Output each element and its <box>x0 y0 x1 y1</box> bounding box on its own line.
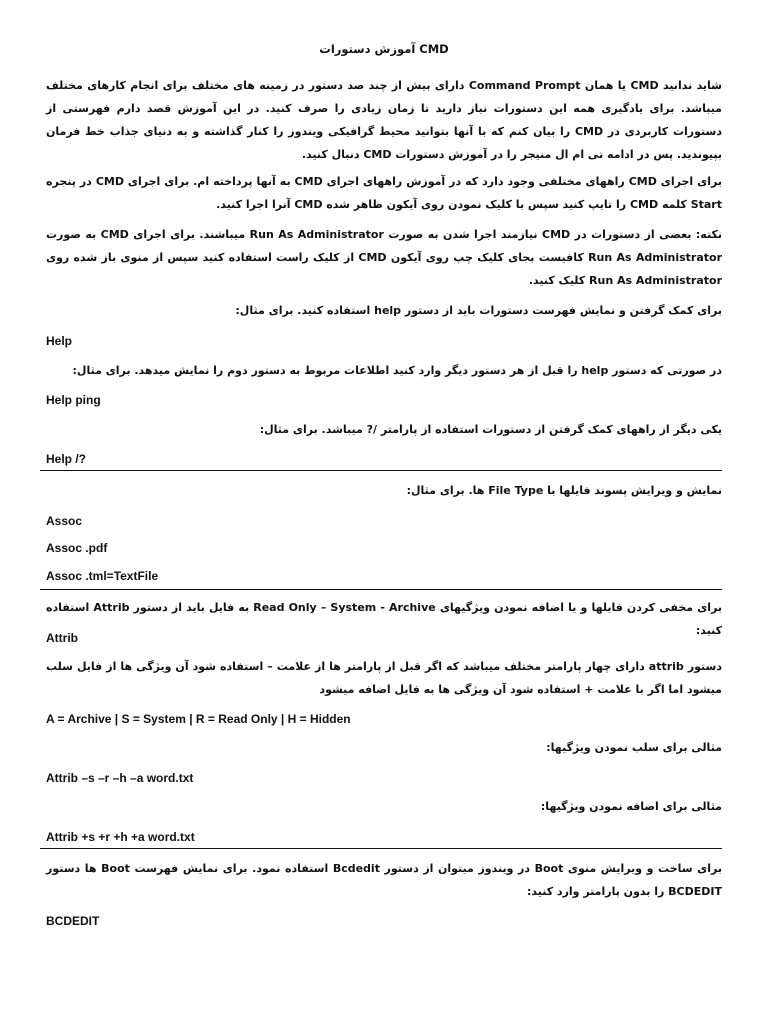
bcdedit-intro-paragraph: برای ساخت و ویرایش منوی Boot در ویندوز میتوان از دستور Bcdedit استفاده نمود. برای نمایش فهرست Boot ها دستور BCDEDIT را بدون پارامتر وارد کنید: <box>46 862 722 898</box>
attrib-add-command: Attrib +s +r +h +a word.txt <box>46 830 195 844</box>
attrib-remove-command: Attrib –s –r –h –a word.txt <box>46 771 194 785</box>
help-param-command: Help /? <box>46 452 87 466</box>
section-divider <box>40 470 722 471</box>
intro-paragraph: شاید ندانید CMD یا همان Command Prompt دارای بیش از چند صد دستور در زمینه های مختلف برای انجام کارهای مختلف میباشد. برای یادگیری همه این دستورات نیاز دارید تا زمان زیادی را صرف کنید. در این آموزش قصد دارم فهرستی از دستورات کاربردی در CMD را بیان کنم که با آنها بتوانید محیط گرافیکی ویندوز را کنار گذاشته و به دنیای جذاب خط فرمان بپیوندید. پس در ادامه تی ام ال منیجر را در آموزش دستورات CMD دنبال کنید. <box>46 79 723 161</box>
assoc-textfile-command: Assoc .tml=TextFile <box>46 569 159 583</box>
help-intro-paragraph: برای کمک گرفتن و نمایش فهرست دستورات باید از دستور help استفاده کنید. برای مثال: <box>235 304 722 317</box>
help-command: Help <box>46 334 73 348</box>
section-divider <box>40 848 722 849</box>
attrib-description-paragraph: دستور attrib دارای چهار پارامتر مختلف میباشد که اگر قبل از پارامتر ها از علامت – استفاده شود آن ویژگی ها از فایل سلب میشود اما اگر با علامت + استفاده شود آن ویژگی ها به فایل اضافه میشود <box>46 660 722 696</box>
section-divider <box>40 589 722 590</box>
attrib-intro-paragraph: برای مخفی کردن فایلها و یا اضافه نمودن ویژگیهای Read Only – System - Archive به فایل باید از دستور Attrib استفاده کنید: <box>46 601 723 637</box>
attrib-command: Attrib <box>46 631 78 645</box>
help-ping-command: Help ping <box>46 393 101 407</box>
assoc-command: Assoc <box>46 514 83 528</box>
attrib-add-intro-paragraph: مثالی برای اضافه نمودن ویژگیها: <box>540 800 722 813</box>
help-ping-intro-paragraph: در صورتی که دستور help را قبل از هر دستور دیگر وارد کنید اطلاعات مربوط به دستور دوم را نمایش میدهد. برای مثال: <box>72 364 722 377</box>
document-page <box>46 0 722 1024</box>
attrib-remove-intro-paragraph: مثالی برای سلب نمودن ویژگیها: <box>546 741 722 754</box>
bcdedit-command: BCDEDIT <box>46 914 100 928</box>
run-methods-paragraph: برای اجرای CMD راههای مختلفی وجود دارد که در آموزش راههای اجرای CMD به آنها پرداخته ام. برای اجرای CMD در پنجره Start کلمه CMD را تایپ کنید سپس با کلیک نمودن روی آیکون ظاهر شده CMD آنرا اجرا کنید. <box>46 175 722 211</box>
attrib-legend: A = Archive | S = System | R = Read Only | H = Hidden <box>46 712 351 726</box>
document-title: آموزش دستورات CMD <box>319 42 449 56</box>
assoc-pdf-command: Assoc .pdf <box>46 541 108 555</box>
admin-note-paragraph: نکته: بعضی از دستورات در CMD نیازمند اجرا شدن به صورت Run As Administrator میباشند. برای اجرای CMD به صورت Run As Administrator کافیست بجای کلیک چپ روی آیکون CMD از کلیک راست استفاده کنید سپس از منوی باز شده روی Run As Administrator کلیک کنید. <box>46 228 722 287</box>
assoc-intro-paragraph: نمایش و ویرایش پسوند فایلها با File Type ها. برای مثال: <box>406 484 722 497</box>
help-param-intro-paragraph: یکی دیگر از راههای کمک گرفتن از دستورات استفاده از پارامتر /? میباشد. برای مثال: <box>259 423 722 436</box>
